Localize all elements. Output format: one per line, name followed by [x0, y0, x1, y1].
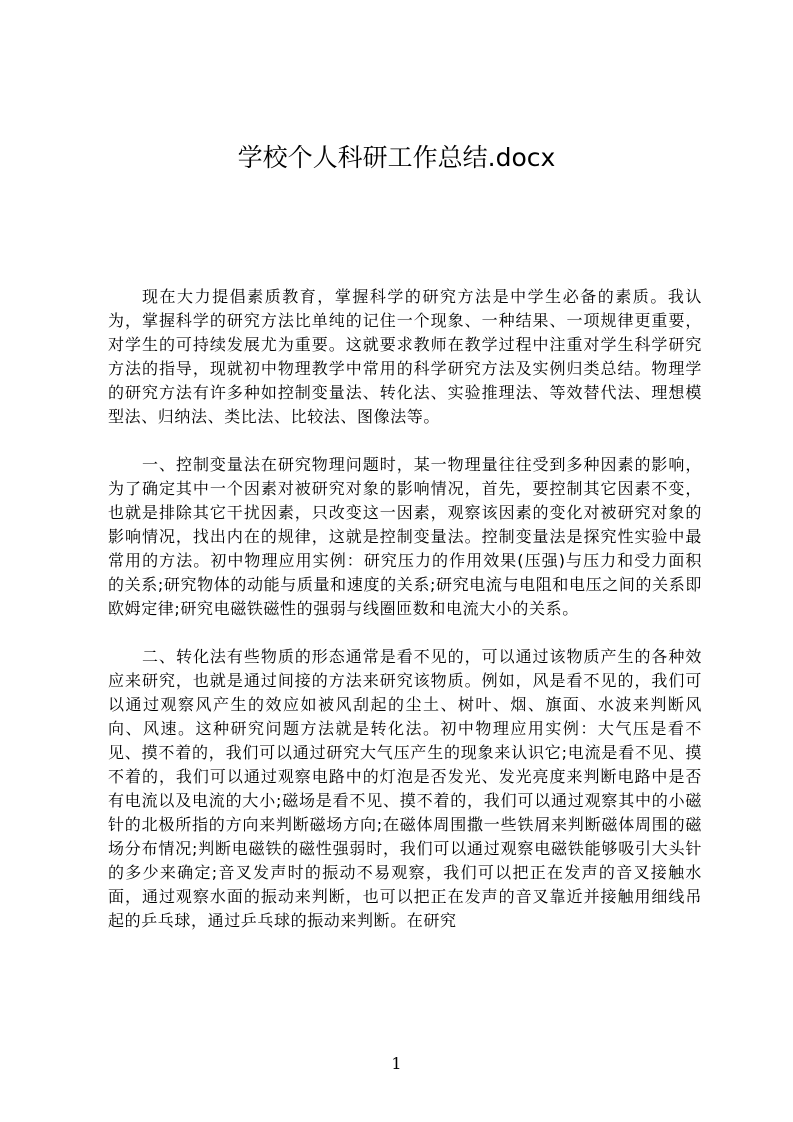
paragraph-control-variable: 一、控制变量法在研究物理问题时，某一物理量往往受到多种因素的影响，为了确定其中一个因素对被研究对象的影响情况，首先，要控制其它因素不变，也就是排除其它干扰因素，只改变这一因素，观察该因素的变化对被研究对象的影响情况，找出内在的规律，这就是控制变量法。控制变量法是探究性实验中最常用的方法。初中物理应用实例：研究压力的作用效果(压强)与压力和受力面积的关系;研究物体的动能与质量和速度的关系;研究电流与电阻和电压之间的关系即欧姆定律;研究电磁铁磁性的强弱与线圈匝数和电流大小的关系。	[108, 455, 702, 618]
page-number: 1	[391, 1054, 402, 1073]
document-title: 学校个人科研工作总结.docx	[237, 143, 556, 172]
paragraph-intro: 现在大力提倡素质教育，掌握科学的研究方法是中学生必备的素质。我认为，掌握科学的研究方法比单纯的记住一个现象、一种结果、一项规律更重要，对学生的可持续发展尤为重要。这就要求教师在教学过程中注重对学生科学研究方法的指导，现就初中物理教学中常用的科学研究方法及实例归类总结。物理学的研究方法有许多种如控制变量法、转化法、实验推理法、等效替代法、理想模型法、归纳法、类比法、比较法、图像法等。	[108, 287, 702, 426]
document-body	[108, 285, 702, 957]
paragraph-conversion-method: 二、转化法有些物质的形态通常是看不见的，可以通过该物质产生的各种效应来研究，也就是通过间接的方法来研究该物质。例如，风是看不见的，我们可以通过观察风产生的效应如被风刮起的尘土、树叶、烟、旗面、水波来判断风向、风速。这种研究问题方法就是转化法。初中物理应用实例：大气压是看不见、摸不着的，我们可以通过研究大气压产生的现象来认识它;电流是看不见、摸不着的，我们可以通过观察电路中的灯泡是否发光、发光亮度来判断电路中是否有电流以及电流的大小;磁场是看不见、摸不着的，我们可以通过观察其中的小磁针的北极所指的方向来判断磁场方向;在磁体周围撒一些铁屑来判断磁体周围的磁场分布情况;判断电磁铁的磁性强弱时，我们可以通过观察电磁铁能够吸引大头针的多少来确定;音叉发声时的振动不易观察，我们可以把正在发声的音叉接触水面，通过观察水面的振动来判断，也可以把正在发声的音叉靠近并接触用细线吊起的乒乓球，通过乒乓球的振动来判断。在研究	[108, 647, 702, 930]
